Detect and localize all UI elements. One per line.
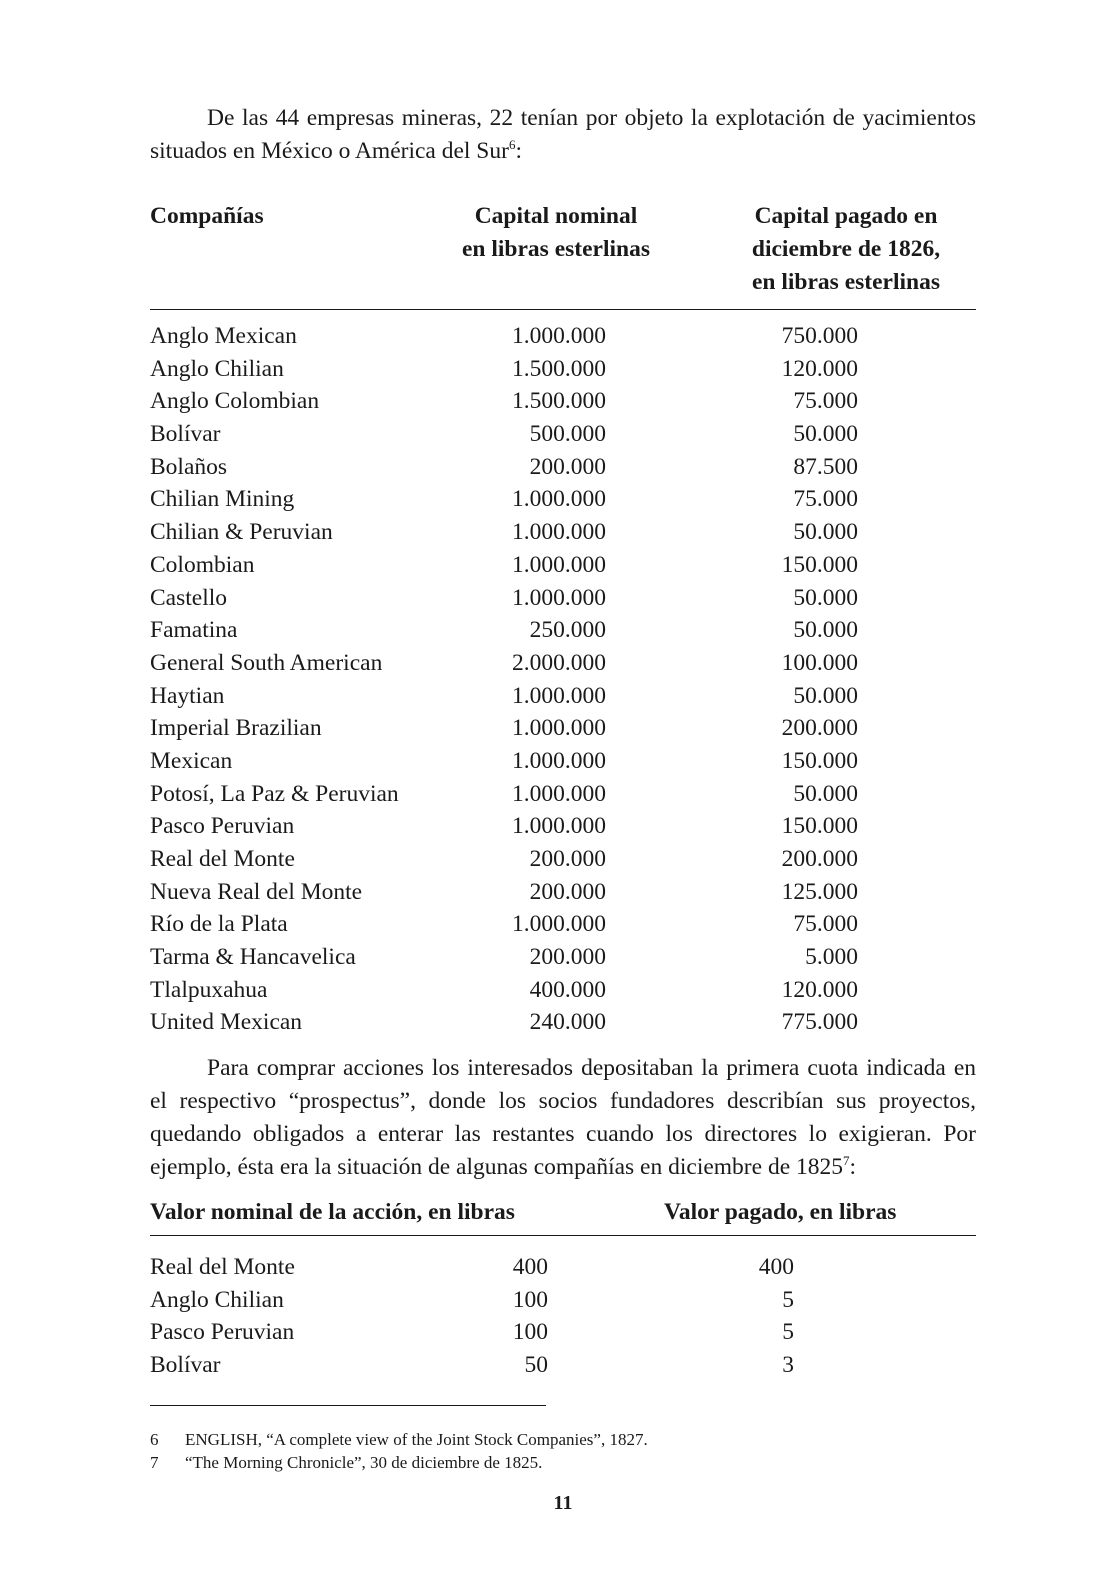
company-name: Pasco Peruvian: [150, 813, 295, 840]
table-row: [150, 1316, 976, 1349]
paid-capital: 75.000: [793, 388, 858, 415]
company-name: Colombian: [150, 551, 255, 578]
share-nominal-value: 400: [512, 1254, 548, 1280]
table-row: [150, 516, 976, 549]
company-name: Real del Monte: [150, 1254, 295, 1280]
company-name: United Mexican: [150, 1009, 303, 1036]
paid-capital: 150.000: [781, 747, 858, 774]
paid-capital: 100.000: [781, 649, 858, 676]
table-row: [150, 778, 976, 811]
table-row: [150, 974, 976, 1007]
table-row: [150, 614, 976, 647]
share-nominal-value: 50: [524, 1352, 548, 1379]
table-row: [150, 745, 976, 778]
nominal-capital: 400.000: [529, 976, 606, 1003]
paid-capital: 50.000: [793, 780, 858, 807]
table-row: [150, 647, 976, 680]
table-row: [150, 908, 976, 941]
header-share-nominal: Valor nominal de la acción, en libras: [150, 1199, 515, 1225]
paid-capital: 87.500: [793, 453, 858, 480]
table-row: [150, 451, 976, 484]
table-row: [150, 1284, 976, 1317]
paid-capital: 750.000: [781, 323, 858, 349]
footnote: [150, 1428, 976, 1451]
paid-capital: 775.000: [781, 1009, 858, 1036]
table-row: [150, 418, 976, 451]
intro-text: De las 44 empresas mineras, 22 tenían por objeto la explotación de yacimientos situados en México o América del Sur: [150, 105, 976, 164]
nominal-capital: 500.000: [529, 421, 606, 448]
share-nominal-value: 100: [512, 1286, 548, 1313]
company-name: Anglo Colombian: [150, 388, 320, 415]
company-name: Anglo Chilian: [150, 355, 284, 382]
page-number: 11: [553, 1492, 573, 1514]
company-name: Bolívar: [150, 421, 221, 448]
footnote-ref-6[interactable]: 6: [508, 137, 516, 152]
share-paid-value: 5: [782, 1319, 794, 1346]
company-name: Haytian: [150, 682, 225, 709]
share-paid-value: 3: [782, 1352, 794, 1379]
paid-capital: 150.000: [781, 551, 858, 578]
header-nominal-capital: [446, 200, 666, 266]
header-companies: Compañías: [150, 203, 264, 229]
nominal-capital: 1.000.000: [512, 911, 606, 938]
table-row: [150, 385, 976, 418]
paid-capital: 50.000: [793, 519, 858, 546]
company-name: Potosí, La Paz & Peruvian: [150, 780, 399, 807]
header-paid-line2: diciembre de 1826,: [751, 236, 941, 262]
company-name: Tarma & Hancavelica: [150, 944, 356, 971]
nominal-capital: 2.000.000: [512, 649, 606, 676]
company-name: Famatina: [150, 617, 238, 644]
company-name: Bolaños: [150, 453, 228, 480]
paid-capital: 5.000: [805, 944, 858, 971]
company-name: Anglo Chilian: [150, 1286, 284, 1313]
nominal-capital: 1.500.000: [512, 355, 606, 382]
company-name: Río de la Plata: [150, 911, 288, 938]
paid-capital: 120.000: [781, 976, 858, 1003]
nominal-capital: 1.000.000: [512, 323, 606, 349]
company-name: Pasco Peruvian: [150, 1319, 295, 1346]
paid-capital: 200.000: [781, 715, 858, 742]
table-row: [150, 1349, 976, 1382]
table-row: [150, 549, 976, 582]
footnote-ref-7[interactable]: 7: [843, 1153, 850, 1168]
company-name: Tlalpuxahua: [150, 976, 268, 1003]
paid-capital: 200.000: [781, 846, 858, 872]
company-name: Bolívar: [150, 1352, 221, 1379]
shares-text: Para comprar acciones los interesados depositaban la primera cuota indicada en el respectivo “prospectus”, donde los socios fundadores describían sus proyectos, quedando obligados a enterar las restantes cuando los directores lo exigieran. Por ejemplo, ésta era la situación de algunas compañías en diciembre de 1825: [150, 1055, 976, 1180]
nominal-capital: 1.000.000: [512, 584, 606, 611]
table-row: [150, 810, 976, 843]
table-row: [150, 483, 976, 516]
table-row: [150, 680, 976, 713]
paid-capital: 75.000: [793, 911, 858, 938]
footnote-separator: [150, 1405, 546, 1406]
nominal-capital: 200.000: [529, 846, 606, 872]
nominal-capital: 250.000: [529, 617, 606, 644]
table2-header-rule: [150, 1235, 976, 1236]
company-name: Chilian Mining: [150, 486, 295, 513]
header-share-paid: Valor pagado, en libras: [664, 1199, 897, 1225]
table-row: [150, 712, 976, 745]
nominal-capital: 200.000: [529, 453, 606, 480]
company-name: Real del Monte: [150, 846, 295, 872]
shares-end: :: [849, 1154, 857, 1180]
nominal-capital: 1.000.000: [512, 486, 606, 513]
share-paid-value: 5: [782, 1286, 794, 1313]
footnote-number: 6: [150, 1430, 159, 1449]
footnote: [150, 1451, 976, 1474]
paid-capital: 50.000: [793, 584, 858, 611]
nominal-capital: 240.000: [529, 1009, 606, 1036]
nominal-capital: 1.000.000: [512, 551, 606, 578]
nominal-capital: 1.000.000: [512, 780, 606, 807]
table-row: [150, 876, 976, 909]
company-name: General South American: [150, 649, 383, 676]
nominal-capital: 1.000.000: [512, 813, 606, 840]
paid-capital: 150.000: [781, 813, 858, 840]
header-paid-capital: [696, 200, 996, 299]
table-row: [150, 941, 976, 974]
paid-capital: 50.000: [793, 421, 858, 448]
company-name: Mexican: [150, 747, 233, 774]
share-nominal-value: 100: [512, 1319, 548, 1346]
table1-header-rule: [150, 309, 976, 310]
intro-end: :: [515, 138, 522, 164]
header-paid-line3: en libras esterlinas: [752, 269, 940, 295]
footnote-text: ENGLISH, “A complete view of the Joint Stock Companies”, 1827.: [185, 1430, 648, 1449]
nominal-capital: 1.000.000: [512, 682, 606, 709]
company-name: Imperial Brazilian: [150, 715, 322, 742]
nominal-capital: 1.000.000: [512, 715, 606, 742]
company-name: Castello: [150, 584, 228, 611]
companies-table-body: [150, 320, 976, 1039]
nominal-capital: 200.000: [529, 944, 606, 971]
paid-capital: 120.000: [781, 355, 858, 382]
header-paid-line1: Capital pagado en: [754, 203, 938, 229]
intro-paragraph: [150, 102, 976, 168]
table-row: [150, 582, 976, 615]
paid-capital: 50.000: [793, 617, 858, 644]
company-name: Chilian & Peruvian: [150, 519, 333, 546]
table-row: [150, 353, 976, 386]
table-row: [150, 320, 976, 353]
footnote-text: “The Morning Chronicle”, 30 de diciembre de 1825.: [185, 1453, 543, 1472]
header-nominal-line2: en libras esterlinas: [462, 236, 650, 262]
company-name: Anglo Mexican: [150, 323, 297, 349]
header-nominal-line1: Capital nominal: [474, 203, 638, 229]
table-row: [150, 1251, 976, 1284]
nominal-capital: 1.000.000: [512, 747, 606, 774]
company-name: Nueva Real del Monte: [150, 878, 363, 905]
paid-capital: 125.000: [781, 878, 858, 905]
footnotes: [150, 1428, 976, 1474]
paid-capital: 50.000: [793, 682, 858, 709]
table-row: [150, 843, 976, 876]
footnote-number: 7: [150, 1453, 159, 1472]
share-paid-value: 400: [758, 1254, 794, 1280]
nominal-capital: 1.000.000: [512, 519, 606, 546]
table-row: [150, 1006, 976, 1039]
nominal-capital: 200.000: [529, 878, 606, 905]
nominal-capital: 1.500.000: [512, 388, 606, 415]
shares-table-body: [150, 1251, 976, 1382]
paid-capital: 75.000: [793, 486, 858, 513]
shares-paragraph: [150, 1052, 976, 1184]
